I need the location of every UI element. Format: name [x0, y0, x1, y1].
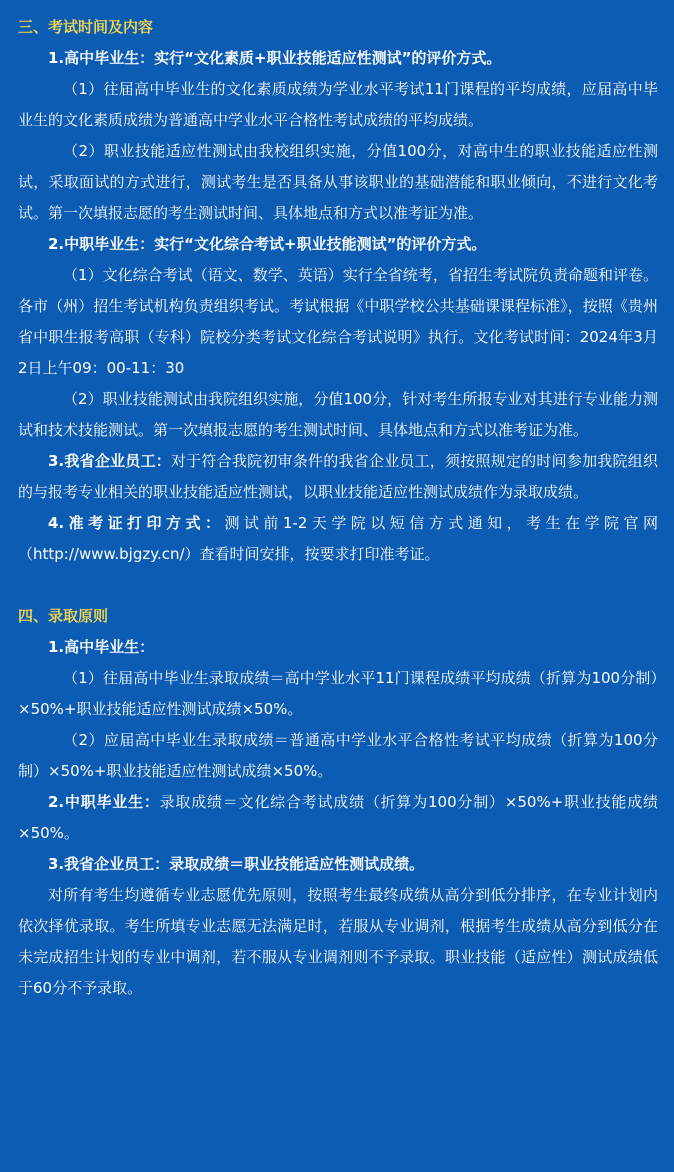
- section-4-heading: 四、录取原则: [18, 607, 109, 625]
- s4-vs-para: [18, 787, 658, 849]
- s4-vs-text: 录取成绩＝文化综合考试成绩（折算为100分制）×50%+职业技能成绩×50%。: [18, 793, 658, 842]
- s3-hs-para-2: （2）职业技能适应性测试由我校组织实施，分值100分，对高中生的职业技能适应性测试，采取面试的方式进行，测试考生是否具备从事该职业的基础潜能和职业倾向，不进行文化考试。第一次填报志愿的考生测试时间、具体地点和方式以准考证为准。: [18, 142, 658, 222]
- s4-employee-title: 3.我省企业员工：录取成绩＝职业技能适应性测试成绩。: [48, 855, 425, 873]
- s3-hs-para-1: （1）往届高中毕业生的文化素质成绩为学业水平考试11门课程的平均成绩，应届高中毕业生的文化素质成绩为普通高中学业水平合格性考试成绩的平均成绩。: [18, 80, 658, 129]
- s4-hs-para-2: （2）应届高中毕业生录取成绩＝普通高中学业水平合格性考试平均成绩（折算为100分制）×50%+职业技能适应性测试成绩×50%。: [18, 731, 658, 780]
- s4-hs-title: 1.高中毕业生：: [48, 638, 155, 656]
- s3-ticket-label: 4.准考证打印方式：: [48, 514, 225, 532]
- s3-employee-para: [18, 446, 658, 508]
- s3-ticket-para: [18, 508, 658, 570]
- s3-hs-title: 1.高中毕业生：实行“文化素质+职业技能适应性测试”的评价方式。: [48, 49, 502, 67]
- s3-employee-label: 3.我省企业员工：: [48, 452, 171, 470]
- s3-vs-para-2: （2）职业技能测试由我院组织实施，分值100分，针对考生所报专业对其进行专业能力测试和技术技能测试。第一次填报志愿的考生测试时间、具体地点和方式以准考证为准。: [18, 390, 658, 439]
- s4-closing-para: 对所有考生均遵循专业志愿优先原则，按照考生最终成绩从高分到低分排序，在专业计划内依次择优录取。考生所填专业志愿无法满足时，若服从专业调剂，根据考生成绩从高分到低分在未完成招生计划的专业中调剂，若不服从专业调剂则不予录取。职业技能（适应性）测试成绩低于60分不予录取。: [18, 886, 658, 997]
- s4-vs-label: 2.中职毕业生：: [48, 793, 160, 811]
- s3-vs-para-1: （1）文化综合考试（语文、数学、英语）实行全省统考，省招生考试院负责命题和评卷。各市（州）招生考试机构负责组织考试。考试根据《中职学校公共基础课课程标准》，按照《贵州省中职生报考高职（专科）院校分类考试文化综合考试说明》执行。文化考试时间：2024年3月2日上午09：00-11：30: [18, 266, 658, 377]
- s4-hs-para-1: （1）往届高中毕业生录取成绩＝高中学业水平11门课程成绩平均成绩（折算为100分制）×50%+职业技能适应性测试成绩×50%。: [18, 669, 658, 718]
- s3-ticket-text: 测试前1-2天学院以短信方式通知，考生在学院官网（http://www.bjgzy.cn/）查看时间安排，按要求打印准考证。: [18, 514, 658, 563]
- s3-employee-text: 对于符合我院初审条件的我省企业员工，须按照规定的时间参加我院组织的与报考专业相关的职业技能适应性测试，以职业技能适应性测试成绩作为录取成绩。: [18, 452, 658, 501]
- section-spacer: [18, 570, 658, 601]
- s3-vs-title: 2.中职毕业生：实行“文化综合考试+职业技能测试”的评价方式。: [48, 235, 487, 253]
- section-3-heading: 三、考试时间及内容: [18, 18, 154, 36]
